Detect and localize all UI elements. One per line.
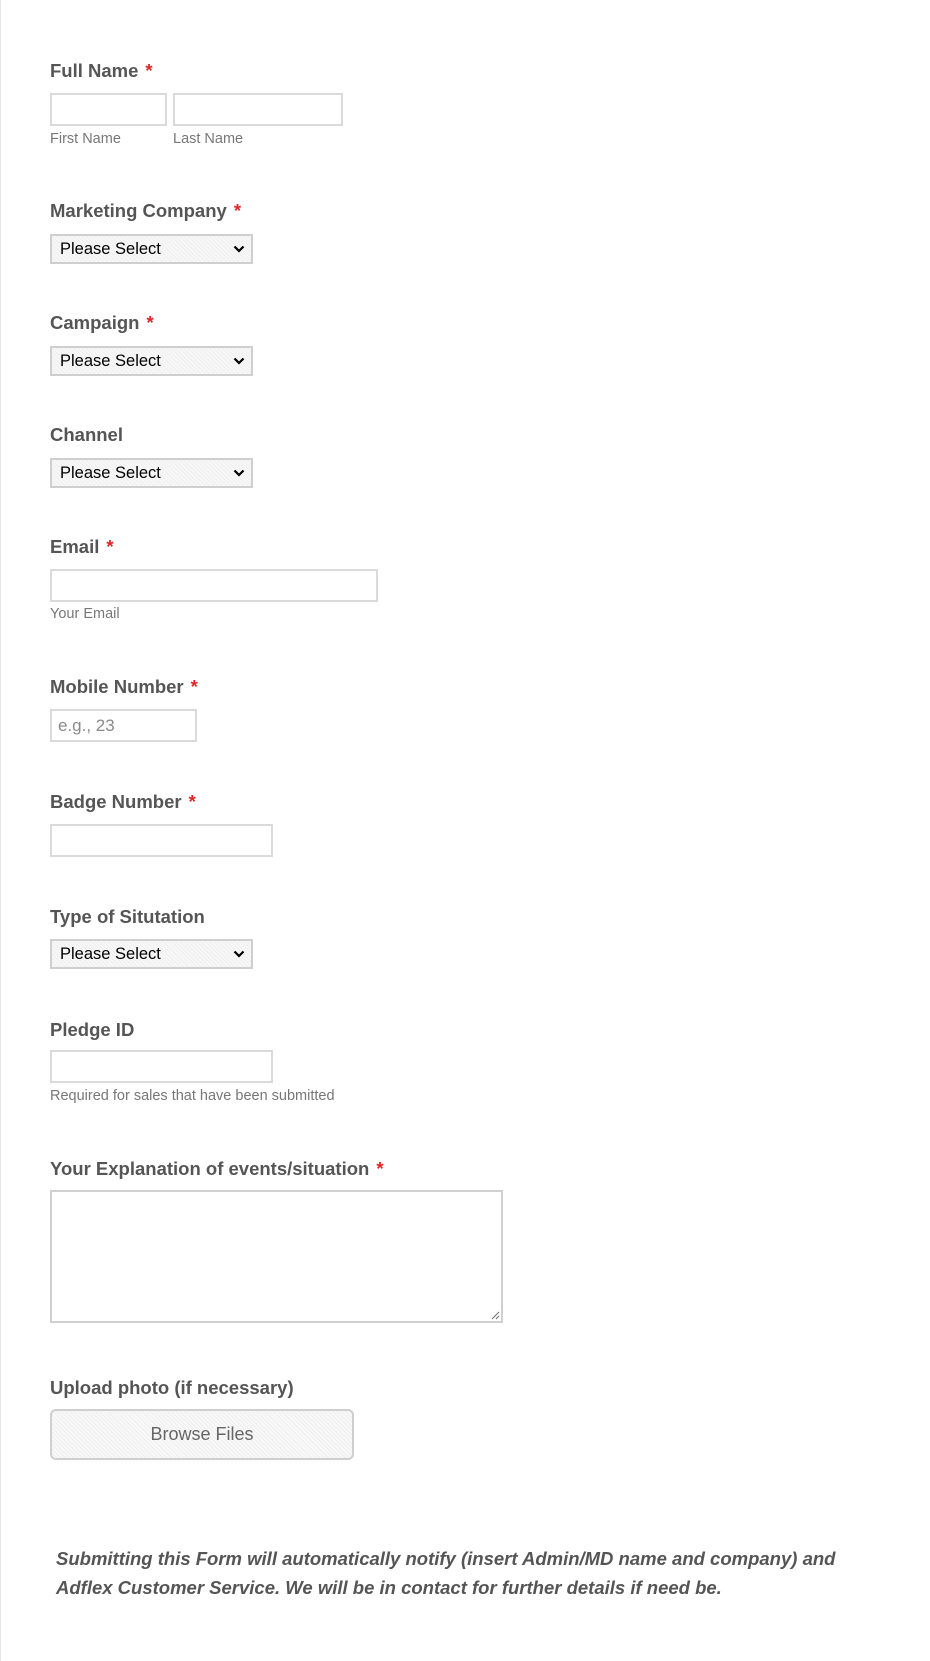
required-marker: * xyxy=(188,791,196,812)
marketing-company-label xyxy=(50,200,241,222)
channel-label xyxy=(50,424,123,446)
full-name-label xyxy=(50,60,153,82)
last-name-sublabel: Last Name xyxy=(173,131,244,147)
mobile-number-label-text: Mobile Number xyxy=(50,676,184,697)
pledge-id-input[interactable] xyxy=(50,1050,273,1083)
campaign-label-text: Campaign xyxy=(50,312,140,333)
channel-label-text: Channel xyxy=(50,424,123,445)
first-name-sublabel: First Name xyxy=(50,131,121,147)
pledge-id-sublabel: Required for sales that have been submitted xyxy=(50,1088,335,1104)
upload-photo-label-text: Upload photo (if necessary) xyxy=(50,1377,294,1398)
campaign-selected-value: Please Select xyxy=(60,351,161,370)
mobile-number-label xyxy=(50,676,198,698)
type-of-situation-selected-value: Please Select xyxy=(60,944,161,963)
email-label-text: Email xyxy=(50,536,100,557)
type-of-situation-select[interactable] xyxy=(50,939,253,969)
required-marker: * xyxy=(145,60,153,81)
marketing-company-select[interactable] xyxy=(50,234,253,264)
footer-note: Submitting this Form will automatically notify (insert Admin/MD name and company) and Adflex Customer Service. We will be in contact for further details if need be. xyxy=(56,1548,836,1598)
type-of-situation-label xyxy=(50,906,205,928)
required-marker: * xyxy=(146,312,154,333)
pledge-id-label-text: Pledge ID xyxy=(50,1019,135,1040)
channel-select[interactable] xyxy=(50,458,253,488)
required-marker: * xyxy=(233,200,242,221)
explanation-label-text: Your Explanation of events/situation xyxy=(50,1158,370,1179)
first-name-input[interactable] xyxy=(50,93,167,126)
marketing-company-selected-value: Please Select xyxy=(60,239,161,258)
chevron-down-icon xyxy=(233,948,245,960)
email-sublabel: Your Email xyxy=(50,606,120,622)
required-marker: * xyxy=(190,676,198,697)
required-marker: * xyxy=(106,536,114,557)
required-marker: * xyxy=(376,1158,384,1179)
explanation-textarea[interactable] xyxy=(50,1190,503,1323)
browse-files-button[interactable]: Browse Files xyxy=(50,1409,354,1460)
badge-number-label-text: Badge Number xyxy=(50,791,182,812)
channel-selected-value: Please Select xyxy=(60,463,161,482)
type-of-situation-label-text: Type of Situtation xyxy=(50,906,205,927)
campaign-label xyxy=(50,312,154,334)
mobile-number-input[interactable] xyxy=(50,709,197,742)
last-name-input[interactable] xyxy=(173,93,343,126)
campaign-select[interactable] xyxy=(50,346,253,376)
badge-number-label xyxy=(50,791,196,813)
chevron-down-icon xyxy=(233,467,245,479)
resize-grip-icon[interactable] xyxy=(490,1310,500,1320)
explanation-label xyxy=(50,1158,384,1180)
email-label xyxy=(50,536,114,558)
badge-number-input[interactable] xyxy=(50,824,273,857)
chevron-down-icon xyxy=(233,243,245,255)
pledge-id-label xyxy=(50,1019,134,1041)
email-input[interactable] xyxy=(50,569,378,602)
upload-photo-label xyxy=(50,1377,294,1399)
marketing-company-label-text: Marketing Company xyxy=(50,200,227,221)
full-name-label-text: Full Name xyxy=(50,60,139,81)
chevron-down-icon xyxy=(233,355,245,367)
